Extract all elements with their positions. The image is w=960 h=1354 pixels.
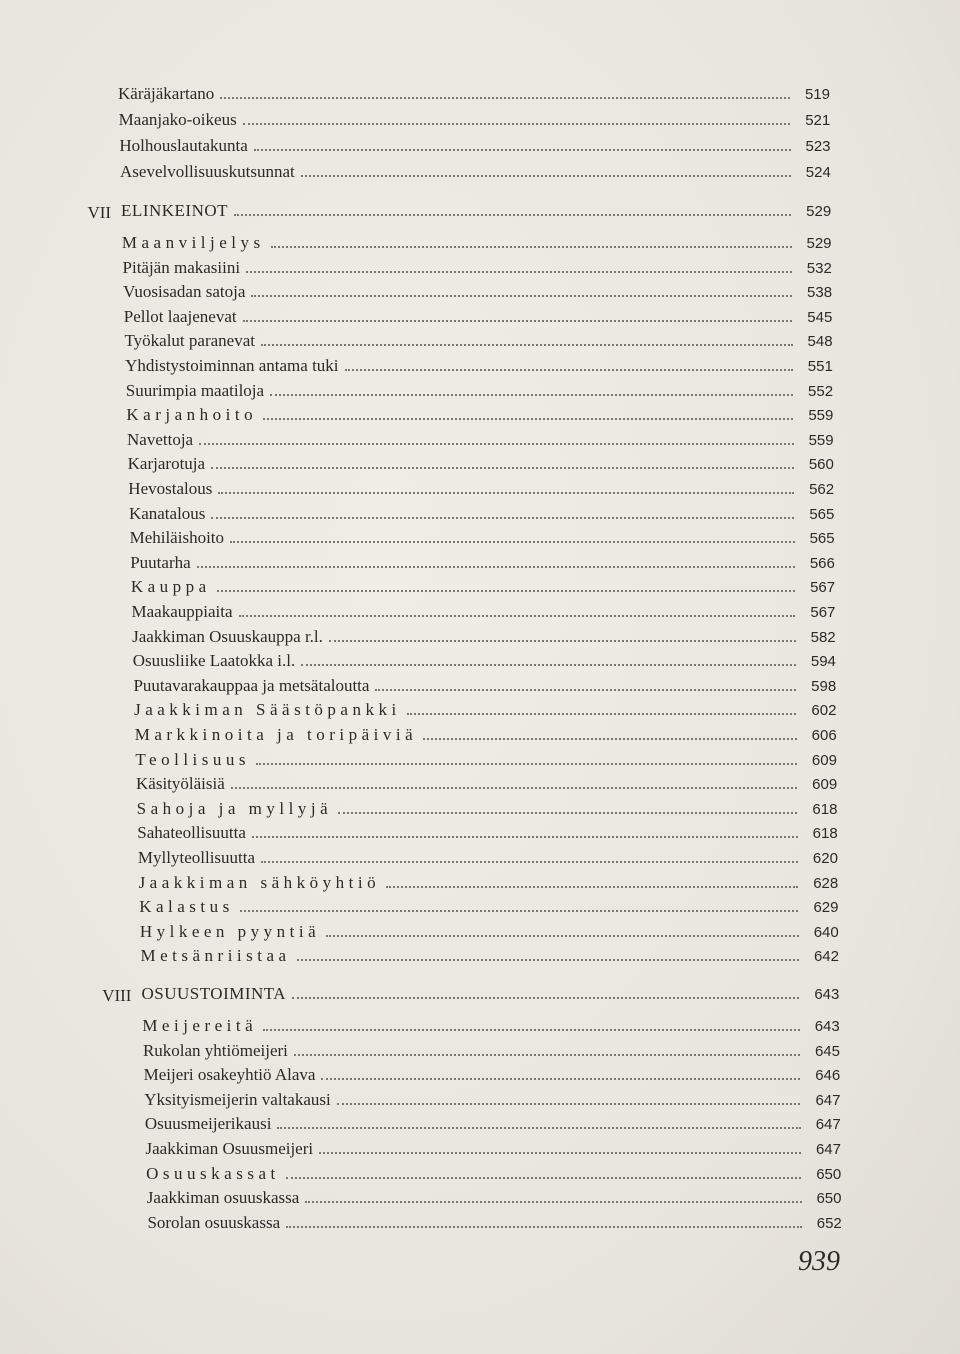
toc-entry [130, 528, 835, 552]
dot-leader [270, 394, 793, 396]
entry-title: Metsänriistaa [140, 946, 291, 966]
entry-title: ELINKEINOT [121, 201, 229, 220]
dot-leader [345, 369, 793, 371]
entry-title: Sahoja ja myllyjä [136, 798, 333, 818]
toc-section-heading [141, 984, 839, 1008]
toc-entry [132, 627, 836, 651]
entry-page-number: 642 [813, 948, 839, 966]
entry-page-number: 567 [810, 579, 836, 597]
entry-page-number: 640 [813, 923, 839, 941]
entry-title: Teollisuus [135, 749, 251, 769]
entry-title: Karjarotuja [127, 454, 206, 474]
entry-title: Jaakkiman Osuuskauppa r.l. [132, 626, 323, 646]
toc-entry [145, 1114, 841, 1138]
dot-leader [338, 812, 797, 814]
dot-leader [251, 295, 792, 297]
dot-leader [243, 320, 793, 322]
entry-title: Vuosisadan satoja [123, 282, 246, 302]
entry-title: Osuusmeijerikausi [144, 1114, 272, 1134]
toc-entry [135, 750, 837, 774]
entry-page-number: 643 [814, 1018, 840, 1035]
entry-page-number: 647 [815, 1141, 841, 1158]
toc-entry [119, 110, 831, 134]
toc-entry [136, 774, 837, 798]
entry-page-number: 598 [811, 677, 837, 695]
entry-title: Pitäjän makasiini [122, 257, 241, 277]
toc-section-heading [121, 201, 831, 225]
toc-entry [125, 356, 833, 380]
entry-title: Hevostalous [128, 479, 213, 498]
entry-page-number: 529 [806, 203, 832, 220]
dot-leader [297, 959, 799, 961]
toc-entry [118, 84, 830, 108]
dot-leader [230, 541, 795, 543]
dot-leader [231, 787, 797, 789]
entry-page-number: 559 [808, 407, 834, 425]
toc-entry [126, 405, 833, 429]
entry-page-number: 606 [811, 727, 837, 744]
entry-page-number: 529 [806, 235, 832, 252]
dot-leader [246, 271, 792, 273]
entry-page-number: 650 [816, 1190, 842, 1208]
entry-title: Jaakkiman Säästöpankki [134, 700, 401, 720]
dot-leader [261, 861, 798, 863]
entry-title: Kanatalous [128, 503, 206, 523]
toc-entry [144, 1065, 841, 1089]
entry-page-number: 523 [805, 138, 831, 155]
toc-entry [143, 1041, 840, 1065]
entry-page-number: 628 [813, 874, 839, 892]
entry-page-number: 524 [805, 164, 831, 181]
dot-leader [220, 97, 790, 99]
entry-page-number: 609 [812, 776, 838, 794]
entry-title: Jaakkiman Osuusmeijeri [145, 1139, 314, 1158]
toc-entry [126, 381, 833, 405]
entry-page-number: 567 [810, 604, 836, 621]
entry-title: Jaakkiman sähköyhtiö [138, 872, 381, 892]
entry-title: Myllyteollisuutta [137, 848, 256, 867]
entry-page-number: 643 [814, 986, 840, 1003]
section-numeral: VII [87, 203, 112, 222]
dot-leader [234, 214, 791, 216]
toc-entry [128, 479, 834, 503]
entry-page-number: 618 [812, 825, 838, 843]
entry-title: Puutarha [130, 552, 191, 572]
entry-title: Yhdistystoiminnan antama tuki [125, 356, 339, 375]
toc-entry [140, 946, 839, 970]
dot-leader [256, 763, 797, 765]
toc-entry [142, 1016, 839, 1040]
dot-leader [211, 517, 794, 519]
entry-title: Maanjako-oikeus [118, 110, 237, 129]
dot-leader [329, 640, 796, 642]
dot-leader [326, 935, 799, 937]
dot-leader [211, 467, 794, 469]
dot-leader [375, 689, 796, 691]
toc-entry [131, 577, 835, 601]
entry-page-number: 565 [809, 505, 835, 523]
dot-leader [386, 886, 798, 888]
entry-page-number: 618 [812, 800, 838, 818]
dot-leader [243, 123, 791, 125]
entry-title: Holhouslautakunta [119, 136, 248, 155]
toc-entry [120, 162, 831, 186]
toc-entry [129, 504, 834, 528]
toc-entry [147, 1188, 842, 1212]
entry-page-number: 652 [816, 1214, 842, 1232]
entry-page-number: 647 [815, 1116, 841, 1134]
page-number: 939 [798, 1246, 840, 1277]
toc-entry [135, 725, 837, 749]
entry-title: Asevelvollisuuskutsunnat [120, 162, 295, 181]
toc-entry [134, 700, 836, 724]
entry-page-number: 560 [808, 456, 834, 474]
entry-title: Käräjäkartano [118, 84, 215, 103]
entry-title: Navettoja [127, 429, 194, 449]
toc-entry [132, 602, 836, 626]
entry-page-number: 532 [806, 259, 832, 277]
toc-entry [137, 799, 838, 823]
dot-leader [292, 997, 799, 999]
entry-title: Mehiläishoito [129, 528, 225, 548]
dot-leader [218, 492, 794, 494]
entry-title: Rukolan yhtiömeijeri [142, 1040, 288, 1060]
dot-leader [423, 738, 797, 740]
dot-leader [263, 1029, 800, 1031]
toc-entry [139, 873, 839, 897]
entry-title: Osuusliike Laatokka i.l. [132, 651, 296, 671]
entry-page-number: 552 [808, 382, 834, 400]
dot-leader [254, 149, 791, 151]
entry-title: Markkinoita ja toripäiviä [134, 725, 418, 744]
toc-entry [119, 136, 830, 160]
dot-leader [321, 1078, 800, 1080]
entry-page-number: 645 [814, 1042, 840, 1060]
entry-title: Suurimpia maatiloja [125, 380, 265, 400]
dot-leader [199, 443, 793, 445]
toc-entry [130, 553, 835, 577]
entry-title: Maanviljelys [121, 233, 265, 252]
dot-leader [286, 1226, 802, 1228]
entry-page-number: 559 [808, 431, 834, 449]
toc-entry [123, 282, 832, 306]
dot-leader [263, 418, 793, 420]
toc-entry [144, 1090, 840, 1114]
toc-entry [137, 823, 837, 847]
entry-page-number: 548 [807, 333, 833, 351]
toc-entry [146, 1139, 841, 1163]
entry-page-number: 629 [813, 899, 839, 917]
entry-title: Hylkeen pyyntiä [139, 921, 321, 941]
entry-page-number: 519 [804, 86, 830, 103]
entry-page-number: 565 [809, 530, 835, 548]
toc-entry [127, 430, 834, 454]
toc-entry [146, 1164, 841, 1188]
entry-page-number: 582 [810, 628, 836, 646]
dot-leader [252, 836, 798, 838]
toc-entry [124, 307, 833, 331]
entry-title: Sorolan osuuskassa [147, 1212, 281, 1232]
toc-entry [133, 651, 836, 675]
dot-leader [319, 1152, 801, 1154]
toc-entry [139, 897, 838, 921]
dot-leader [305, 1201, 801, 1203]
entry-page-number: 545 [807, 308, 833, 326]
entry-page-number: 566 [809, 554, 835, 572]
entry-page-number: 538 [807, 284, 833, 302]
toc-entry [123, 258, 832, 282]
entry-title: Meijereitä [142, 1016, 258, 1035]
entry-page-number: 646 [815, 1067, 841, 1085]
entry-page-number: 551 [807, 358, 833, 375]
entry-title: Jaakkiman osuuskassa [146, 1188, 300, 1208]
toc-entry [133, 676, 836, 700]
entry-title: Työkalut paranevat [124, 331, 255, 351]
toc-entry [128, 454, 834, 478]
dot-leader [239, 615, 796, 617]
section-numeral: VIII [102, 986, 132, 1005]
entry-title: Karjanhoito [126, 405, 258, 425]
toc-entry [138, 848, 838, 872]
dot-leader [197, 566, 795, 568]
entry-page-number: 650 [816, 1165, 842, 1183]
entry-title: Pellot laajenevat [123, 306, 237, 326]
dot-leader [261, 344, 793, 346]
dot-leader [301, 175, 791, 177]
entry-page-number: 521 [805, 112, 831, 129]
entry-page-number: 609 [811, 751, 837, 769]
entry-title: Kauppa [130, 577, 211, 597]
entry-title: Kalastus [139, 897, 234, 917]
entry-page-number: 647 [815, 1091, 841, 1109]
entry-title: Sahateollisuutta [137, 823, 246, 843]
dot-leader [407, 713, 797, 715]
toc-entry [147, 1213, 841, 1237]
entry-page-number: 562 [809, 481, 835, 498]
toc-entry [124, 331, 832, 355]
dot-leader [286, 1177, 802, 1179]
entry-page-number: 594 [810, 653, 836, 671]
dot-leader [294, 1054, 800, 1056]
entry-title: Puutavarakauppaa ja metsätaloutta [133, 675, 370, 695]
dot-leader [277, 1127, 800, 1129]
dot-leader [301, 664, 796, 666]
entry-title: Meijeri osakeyhtiö Alava [143, 1065, 316, 1085]
toc-entry [140, 922, 839, 946]
entry-title: Osuuskassat [146, 1163, 280, 1183]
dot-leader [271, 246, 792, 248]
entry-title: Käsityöläisiä [136, 774, 225, 794]
entry-page-number: 620 [812, 850, 838, 867]
dot-leader [217, 590, 795, 592]
entry-title: OSUUSTOIMINTA [141, 984, 287, 1003]
dot-leader [240, 910, 799, 912]
dot-leader [337, 1103, 801, 1105]
entry-title: Yksityismeijerin valtakausi [144, 1089, 331, 1109]
toc-entry [122, 233, 832, 257]
entry-title: Maakauppiaita [131, 602, 233, 621]
entry-page-number: 602 [811, 702, 837, 720]
